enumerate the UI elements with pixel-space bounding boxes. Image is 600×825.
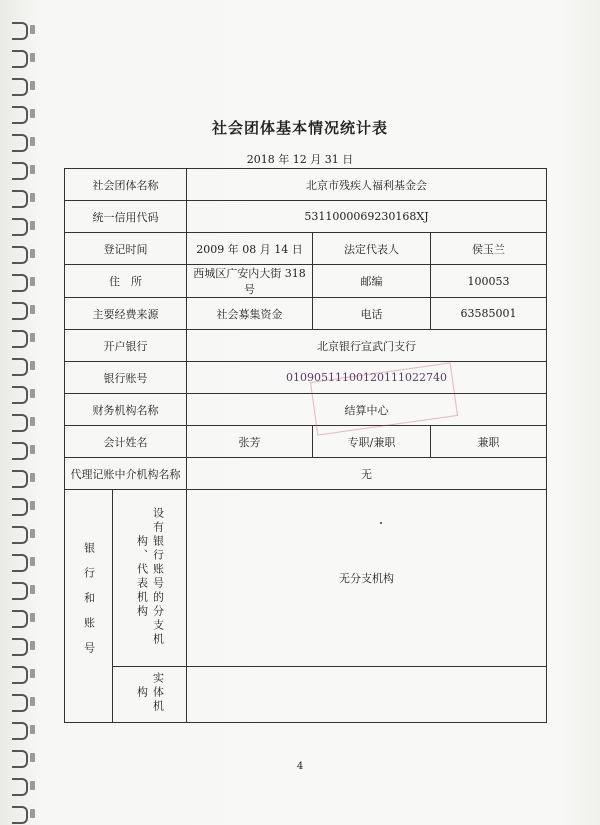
speck <box>380 522 382 524</box>
legal-rep-label: 法定代表人 <box>313 233 431 265</box>
bank-account-group-label: 银行和账号 <box>82 542 96 667</box>
branch-label: 设有银行账号的分支机构、代表机构 <box>135 506 165 647</box>
table-row <box>65 490 547 667</box>
table-row <box>65 362 547 394</box>
postcode-label: 邮编 <box>313 265 431 298</box>
reg-time-label: 登记时间 <box>65 233 187 265</box>
table-row <box>65 201 547 233</box>
table-row <box>65 458 547 490</box>
credit-code-value: 5311000069230168XJ <box>187 201 547 233</box>
credit-code-label: 统一信用代码 <box>65 201 187 233</box>
agent-value: 无 <box>187 458 547 490</box>
funding-label: 主要经费来源 <box>65 298 187 330</box>
table-row <box>65 330 547 362</box>
table-row <box>65 169 547 201</box>
report-date: 2018 年 12 月 31 日 <box>246 153 354 166</box>
bank-account-group-cell <box>65 490 113 723</box>
address-label: 住 所 <box>65 265 187 298</box>
funding-value: 社会募集资金 <box>187 298 313 330</box>
address-value: 西城区广安内大街 318 号 <box>187 265 313 298</box>
entity-label-cell <box>113 667 187 723</box>
fulltime-label: 专职/兼职 <box>313 426 431 458</box>
accountant-value: 张芳 <box>187 426 313 458</box>
bank-value: 北京银行宣武门支行 <box>187 330 547 362</box>
reg-time-value: 2009 年 08 月 14 日 <box>187 233 313 265</box>
branch-value: 无分支机构 <box>187 490 547 667</box>
table-row <box>65 426 547 458</box>
org-name-value: 北京市残疾人福利基金会 <box>187 169 547 201</box>
legal-rep-value: 侯玉兰 <box>431 233 547 265</box>
account-label: 银行账号 <box>65 362 187 394</box>
table-row <box>65 298 547 330</box>
org-name-label: 社会团体名称 <box>65 169 187 201</box>
page-title: 社会团体基本情况统计表 <box>211 119 388 137</box>
agent-label: 代理记账中介机构名称 <box>65 458 187 490</box>
account-value: 01090511100120111022740 <box>187 362 547 394</box>
postcode-value: 100053 <box>431 265 547 298</box>
page-number: 4 <box>296 761 304 772</box>
finance-org-label: 财务机构名称 <box>65 394 187 426</box>
table-row <box>65 667 547 723</box>
entity-value <box>187 667 547 723</box>
statistics-table <box>64 168 547 723</box>
entity-label: 实体机构 <box>135 672 165 714</box>
phone-value: 63585001 <box>431 298 547 330</box>
branch-label-cell <box>113 490 187 667</box>
table-row <box>65 265 547 298</box>
table-row <box>65 233 547 265</box>
table-row <box>65 394 547 426</box>
accountant-label: 会计姓名 <box>65 426 187 458</box>
phone-label: 电话 <box>313 298 431 330</box>
bank-label: 开户银行 <box>65 330 187 362</box>
finance-org-value: 结算中心 <box>187 394 547 426</box>
fulltime-value: 兼职 <box>431 426 547 458</box>
